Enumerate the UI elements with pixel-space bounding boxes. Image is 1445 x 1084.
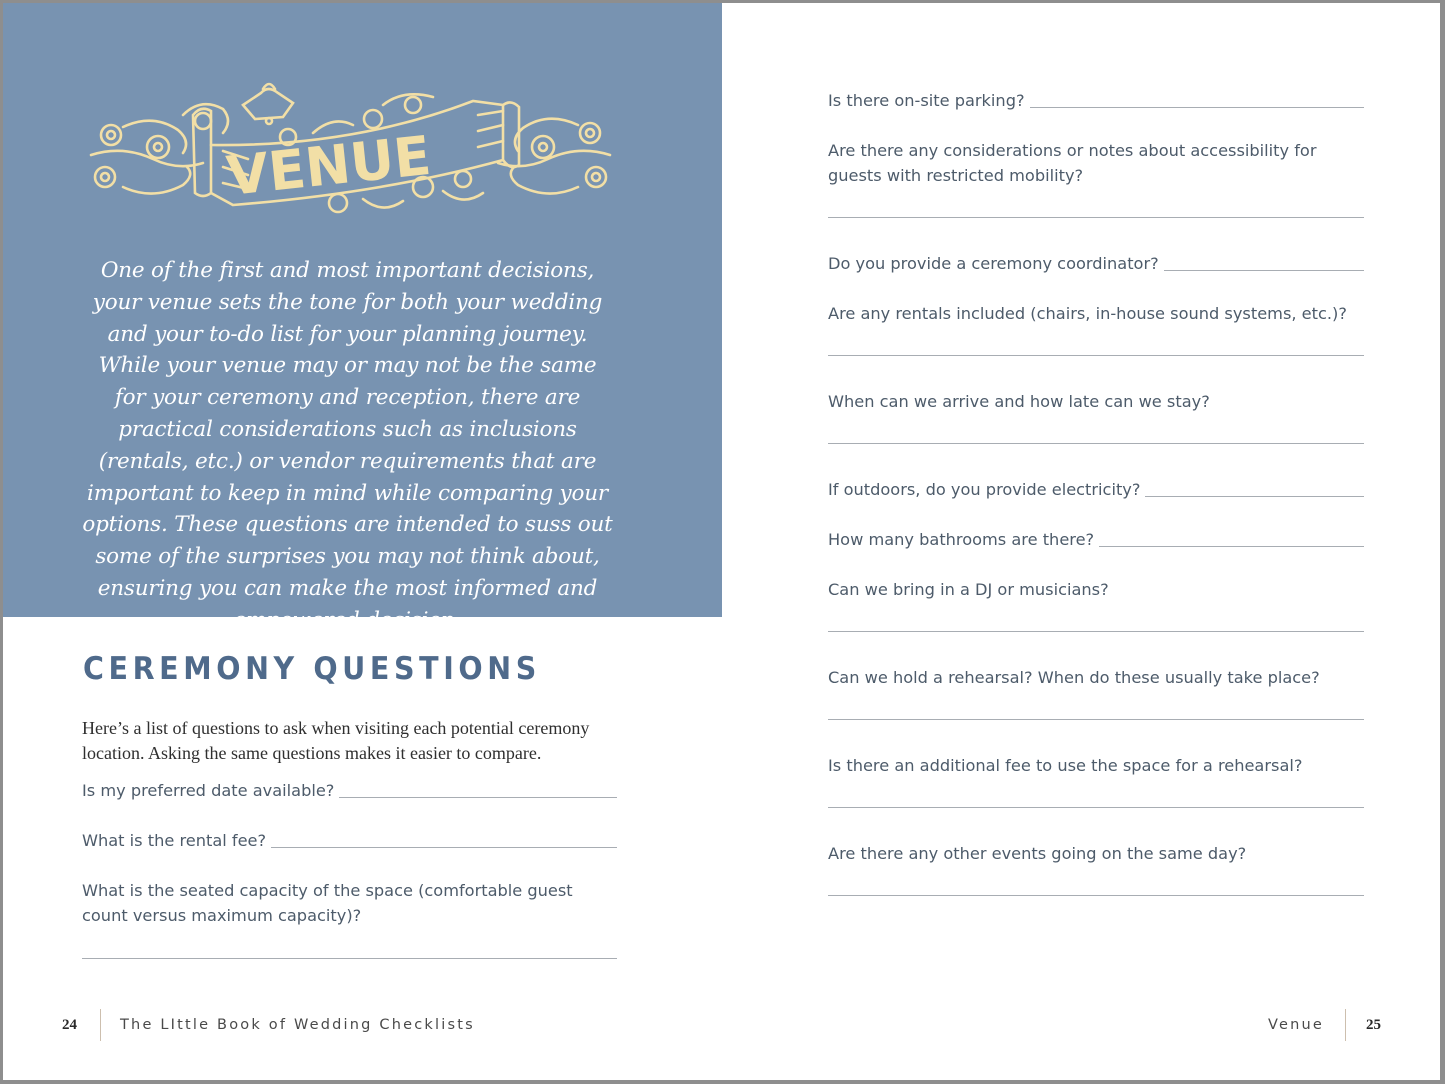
section-intro: Here’s a list of questions to ask when visiting each potential ceremony location. Asking the same questions makes it easier to compare. [82,718,590,763]
question-item [828,527,1364,552]
question-label: Can we hold a rehearsal? When do these usually take place? [828,668,1320,687]
answer-line[interactable] [1145,496,1364,497]
question-item [828,665,1364,690]
question-label: Are any rentals included (chairs, in-house sound systems, etc.)? [828,304,1347,323]
question-item [828,477,1364,502]
question-label: If outdoors, do you provide electricity? [828,480,1141,499]
bell-ribbon-ornament-icon [83,75,618,220]
question-item [82,828,617,853]
answer-line[interactable] [1164,270,1364,271]
right-page [722,3,1440,1080]
book-spread [3,3,1440,1080]
left-page [3,3,722,1080]
question-label: Are there any other events going on the same day? [828,844,1247,863]
venue-intro-paragraph: One of the first and most important decisions, your venue sets the tone for both your wedding and your to-do list for your planning journey. While your venue may or may not be the same for your ceremony and reception, there are practical considerations such as inclusions (rentals, etc.) or vendor requirements that are important to keep in mind while comparing your options. These questions are intended to suss out some of the surprises you may not think about, ensuring you can make the most informed and empowered decision. [82,258,613,633]
answer-line[interactable] [1030,107,1364,108]
question-label: Is my preferred date available? [82,781,335,800]
answer-line[interactable] [339,797,617,798]
page-number: 25 [1366,1017,1381,1033]
question-item [828,753,1364,778]
answer-line[interactable] [828,631,1364,632]
book-title: The LIttle Book of Wedding Checklists [120,1017,475,1033]
answer-line[interactable] [82,958,617,959]
section-title: CEREMONY QUESTIONS [83,651,541,687]
question-item [828,577,1364,602]
answer-line[interactable] [828,895,1364,896]
question-item [82,778,617,803]
question-label: When can we arrive and how late can we stay? [828,392,1210,411]
answer-line[interactable] [828,443,1364,444]
answer-line[interactable] [1099,546,1364,547]
question-label: Is there an additional fee to use the space for a rehearsal? [828,756,1303,775]
page-number: 24 [62,1017,77,1033]
footer-divider [100,1009,101,1041]
question-item [828,138,1364,188]
question-label: Do you provide a ceremony coordinator? [828,254,1159,273]
question-item [828,389,1364,414]
question-label: What is the rental fee? [82,831,267,850]
question-item [828,251,1364,276]
answer-line[interactable] [828,355,1364,356]
venue-banner [3,3,722,633]
question-label: Is there on-site parking? [828,91,1025,110]
question-item [828,841,1364,866]
question-label: How many bathrooms are there? [828,530,1095,549]
question-label: Can we bring in a DJ or musicians? [828,580,1109,599]
question-item [828,88,1364,113]
question-label: Are there any considerations or notes about accessibility for guests with restricted mobility? [828,141,1317,185]
svg-text:VENUE: VENUE [223,123,434,208]
chapter-name: Venue [1268,1017,1325,1033]
answer-line[interactable] [828,719,1364,720]
question-item [82,878,617,928]
question-item [828,301,1368,326]
question-label: What is the seated capacity of the space (comfortable guest count versus maximum capacity)? [82,881,573,925]
answer-line[interactable] [828,807,1364,808]
footer-divider [1345,1009,1346,1041]
answer-line[interactable] [828,217,1364,218]
answer-line[interactable] [271,847,617,848]
